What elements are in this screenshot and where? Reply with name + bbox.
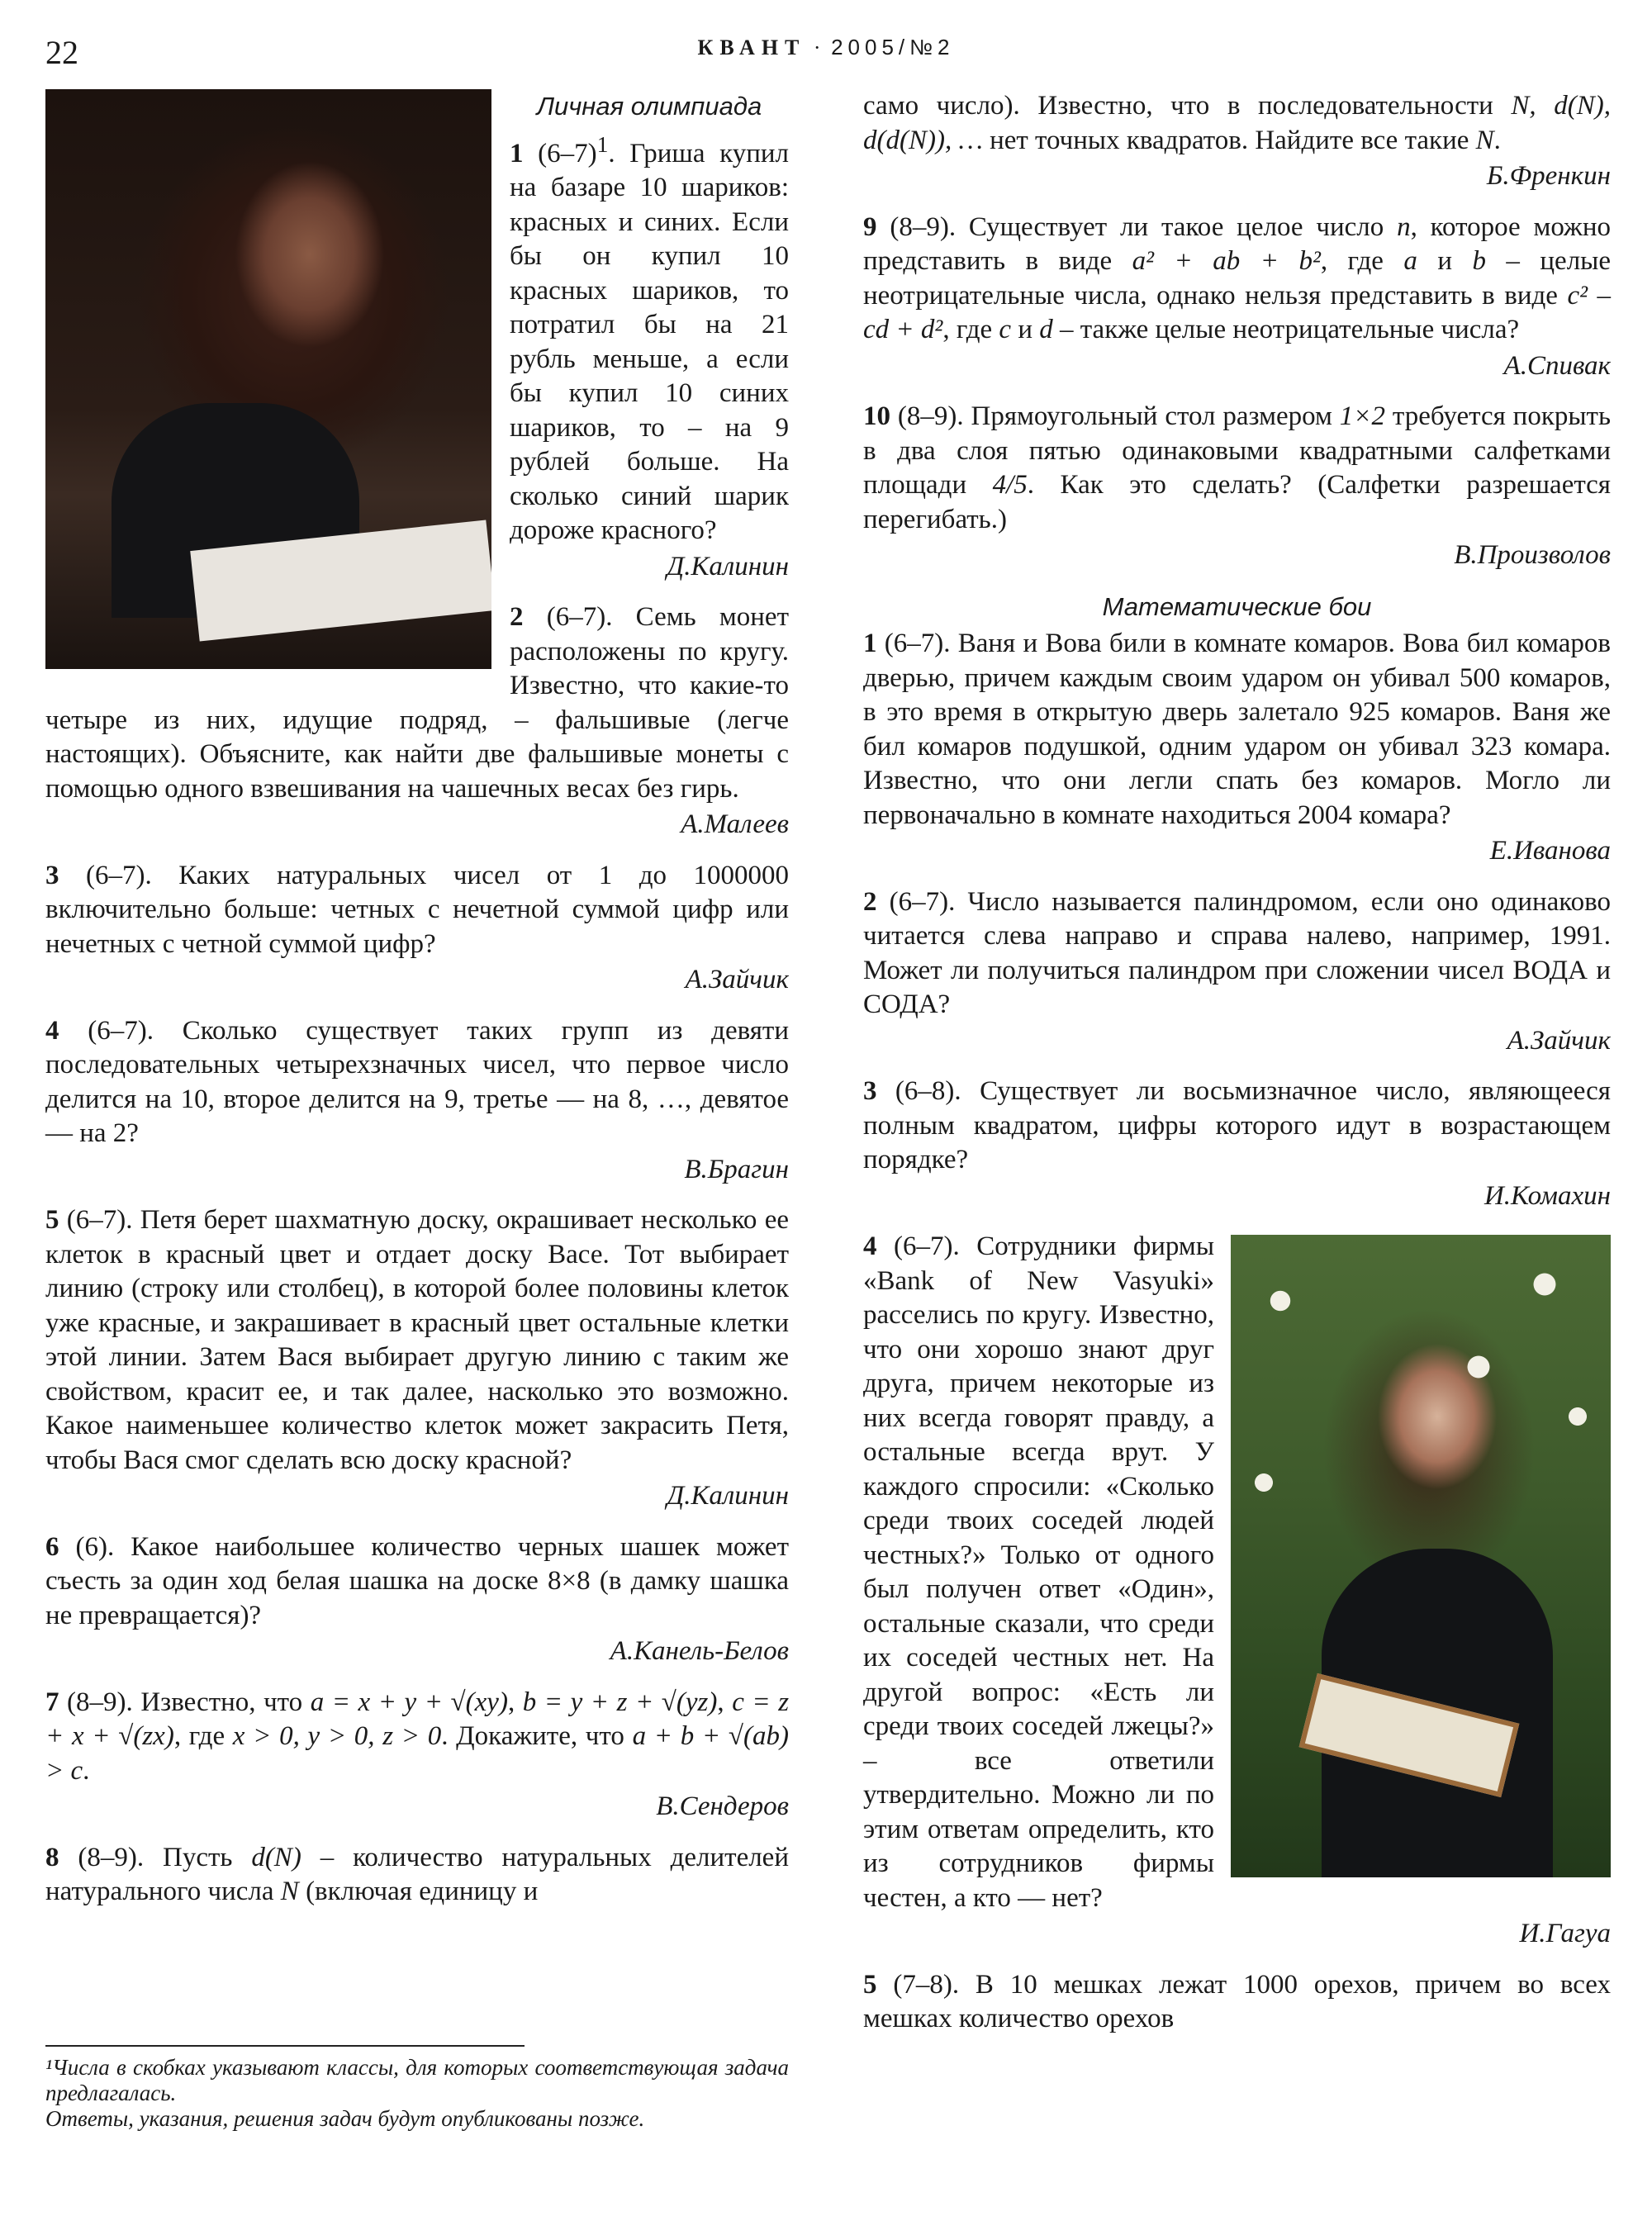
problem-author: И.Гагуа: [1519, 1919, 1611, 1948]
problem-6: [45, 1530, 789, 1634]
problem-number: 7: [45, 1687, 59, 1717]
problem-number: 3: [863, 1076, 877, 1106]
issue-number: 2005/№2: [831, 35, 955, 59]
formula: d: [1039, 315, 1053, 344]
problem-text: – также целые неотрицательные числа?: [1052, 315, 1520, 344]
problem-grade: (6–7): [59, 1015, 147, 1046]
formula: N, d(N), d(d(N)), …: [863, 91, 1611, 155]
problem-text: . Существует ли восьмизначное число, являющееся полным квадратом, цифры которого идут в возрастающем порядке?: [863, 1076, 1611, 1174]
problem-text: – целые неотрицательные числа, однако нельзя представить в виде: [863, 246, 1611, 311]
problem-text: .: [83, 1755, 90, 1786]
problem-text: . Докажите, что: [441, 1721, 633, 1751]
problem-author: А.Зайчик: [1507, 1025, 1611, 1056]
problem-text: (включая единицу и: [298, 1877, 539, 1906]
formula: N: [280, 1877, 299, 1906]
problem-author: А.Малеев: [681, 809, 789, 839]
right-column: [863, 89, 1611, 2037]
problem-grade: (6–7): [876, 1231, 953, 1261]
formula: a² + ab + b²: [1132, 246, 1321, 276]
problem-number: 4: [863, 1231, 877, 1261]
formula: n: [1397, 211, 1411, 242]
photo-girl-reading: [1231, 1235, 1611, 1877]
battle-problem-2: [863, 885, 1611, 1023]
problem-grade: (8–9): [59, 1842, 137, 1872]
battle-problem-1: [863, 627, 1611, 833]
problem-text: ,: [507, 1687, 523, 1717]
header-separator: ·: [813, 36, 824, 59]
section-title-olympiad: Личная олимпиада: [536, 92, 762, 121]
formula: b: [1472, 246, 1486, 276]
problem-text: . Прямоугольный стол размером: [957, 401, 1340, 431]
formula: 1×2: [1339, 401, 1386, 431]
footnote-1: ¹Числа в скобках указывают классы, для которых соответствующая задача предлагалась.: [45, 2055, 789, 2105]
formula: c: [999, 315, 1012, 344]
problem-number: 1: [510, 138, 524, 168]
formula: c² – cd + d²: [863, 280, 1611, 344]
formula: d(N): [251, 1842, 301, 1872]
problem-3: [45, 859, 789, 962]
problem-text: само число). Известно, что в последовательности: [863, 91, 1512, 121]
problem-grade: (6–8): [876, 1076, 955, 1106]
formula: a + b + √(ab) > c: [45, 1721, 789, 1786]
problem-text: . Ваня и Вова били в комнате комаров. Вова бил комаров дверью, причем каждым своим ударом он убивал 500 комаров, в это время в открытую дверь залетало 925 комаров. Ваня же бил комаров подушкой, одним ударом он убивал 323 комара. Известно, что они легли спать без комаров. Могло ли первоначально в комнате находиться 2004 комара?: [863, 629, 1611, 830]
footnote: [45, 2055, 789, 2132]
problem-number: 2: [510, 602, 524, 632]
problem-text: требуется покрыть в два слоя пятью одинаковыми квадратными салфетками площади: [863, 401, 1612, 500]
problem-grade: (6–7): [59, 860, 145, 890]
problem-8: [45, 1841, 789, 1910]
problem-text: нет точных квадратов. Найдите все такие: [982, 125, 1476, 155]
problem-author: А.Канель-Белов: [610, 1636, 789, 1666]
problem-text: – количество натуральных делителей натурального числа: [45, 1842, 789, 1906]
problem-text: . Сотрудники фирмы «Bank of New Vasyuki» расселись по кругу. Известно, что они хорошо знают друг друга, причем некоторые из них всегда говорят правду, а остальные всегда врут. У каждого спросили: «Сколько среди твоих соседей людей честных?» Только от одного был получен ответ «Один», остальные сказали, что среди их соседей честных нет. На другой вопрос: «Есть ли среди твоих соседей лжецы?» – все ответили утвердительно. Можно ли по этим ответам определить, кто из сотрудников фирмы честен, а кто — нет?: [863, 1231, 1214, 1913]
problem-number: 10: [863, 401, 890, 431]
problem-number: 5: [863, 1969, 877, 2000]
problem-text: . Пусть: [136, 1842, 252, 1872]
problem-grade: (8–9): [876, 211, 949, 242]
running-header: [0, 35, 1652, 60]
problem-text: , которое можно представить в виде: [863, 211, 1611, 276]
problem-grade: (6–7): [876, 629, 944, 658]
problem-number: 4: [45, 1015, 59, 1046]
problem-text: ,: [717, 1687, 733, 1717]
problem-5: [45, 1203, 789, 1478]
footnote-2: Ответы, указания, решения задач будут опубликованы позже.: [45, 2106, 645, 2131]
problem-text: . Как это сделать? (Салфетки разрешается перегибать.): [863, 470, 1611, 534]
battle-problem-5: [863, 1968, 1611, 2037]
problem-text: , где: [173, 1721, 233, 1751]
problem-text: , где: [942, 315, 999, 344]
problem-text: .: [1493, 125, 1501, 155]
problem-text: . Число называется палиндромом, если оно одинаково читается слева направо и справа налево, например, 1991. Может ли получиться палиндром при сложении чисел ВОДА и СОДА?: [863, 886, 1611, 1019]
problem-number: 1: [863, 629, 877, 658]
footnote-divider: [45, 2045, 525, 2047]
page-number: 22: [45, 34, 78, 71]
problem-grade: (6–7): [523, 138, 597, 168]
problem-text: и: [1011, 315, 1040, 344]
problem-author: А.Спивак: [1503, 350, 1611, 381]
formula: a: [1403, 246, 1417, 276]
problem-grade: (8–9): [890, 401, 957, 431]
problem-author: Е.Иванова: [1489, 836, 1611, 866]
problem-text: . Петя берет шахматную доску, окрашивает несколько ее клеток в красный цвет и отдает доску Васе. Тот выбирает линию (строку или столбец), в которой более половины клеток уже красные, и закрашивает в красный цвет остальные клетки этой линии. Затем Вася выбирает другую линию с таким же свойством, красит ее, и так далее, насколько это возможно. Какое наименьшее количество клеток может закрасить Петя, чтобы Вася смог сделать всю доску красной?: [45, 1205, 789, 1475]
problem-author: Д.Калинин: [667, 551, 789, 581]
problem-number: 5: [45, 1205, 59, 1235]
problem-text: . Каких натуральных чисел от 1 до 1000000 включительно больше: четных с нечетной суммой цифр или нечетных с четной суммой цифр?: [45, 860, 789, 959]
problem-grade: (6): [59, 1531, 107, 1562]
problem-author: В.Брагин: [684, 1154, 789, 1184]
problem-9: [863, 211, 1611, 348]
problem-text: . Гриша купил на базаре 10 шариков: красных и синих. Если бы он купил 10 красных шариков, то потратил бы на 21 рубль меньше, а если бы купил 10 синих шариков, то – на 9 рублей больше. На сколько синий шарик дороже красного?: [510, 138, 789, 545]
problem-grade: (7–8): [876, 1969, 952, 2000]
problem-grade: (6–7): [523, 602, 606, 632]
problem-grade: (6–7): [59, 1205, 126, 1235]
problem-7: [45, 1686, 789, 1789]
left-column: [45, 89, 789, 1910]
problem-text: . Сколько существует таких групп из девяти последовательных четырехзначных чисел, что первое число делится на 10, второе делится на 9, третье — на 8, …, девятое — на 2?: [45, 1015, 789, 1148]
problem-text: . Семь монет расположены по кругу. Известно, что какие-то четыре из них, идущие подряд, – фальшивые (легче настоящих). Объясните, как найти две фальшивые монеты с помощью одного взвешивания на чашечных весах без гирь.: [45, 602, 789, 804]
problem-number: 9: [863, 211, 877, 242]
problem-author: И.Комахин: [1483, 1180, 1611, 1211]
problem-author: Д.Калинин: [667, 1481, 789, 1511]
problem-author: А.Зайчик: [685, 965, 789, 994]
problem-text: . Какое наибольшее количество черных шашек может съесть за один ход белая шашка на доске 8×8 (в дамку шашка не превращается)?: [45, 1531, 790, 1630]
formula: N: [1475, 125, 1494, 155]
problem-author: Б.Френкин: [1486, 161, 1611, 191]
problem-text: . Существует ли такое целое число: [948, 211, 1398, 242]
problem-10: [863, 400, 1611, 537]
formula: 4/5: [992, 470, 1028, 500]
formula: c = z + x + √(zx): [45, 1687, 790, 1751]
problem-number: 6: [45, 1531, 59, 1562]
problem-text: , где: [1320, 246, 1404, 276]
footnote-marker: 1: [596, 130, 609, 157]
problem-text: . В 10 мешках лежат 1000 орехов, причем во всех мешках количество орехов: [863, 1969, 1612, 2033]
problem-author: В.Сендеров: [656, 1791, 789, 1821]
problem-8-continued: [863, 89, 1611, 158]
formula: a = x + y + √(xy): [310, 1687, 508, 1717]
formula: b = y + z + √(yz): [522, 1687, 718, 1717]
problem-text: . Известно, что: [126, 1687, 311, 1717]
problem-number: 3: [45, 860, 59, 890]
magazine-name: КВАНТ: [697, 36, 806, 59]
problem-4: [45, 1014, 789, 1151]
problem-number: 2: [863, 886, 877, 917]
formula: x > 0, y > 0, z > 0: [232, 1721, 442, 1751]
problem-text: и: [1417, 246, 1473, 276]
problem-grade: (8–9): [59, 1687, 126, 1717]
problem-number: 8: [45, 1842, 59, 1872]
problem-grade: (6–7): [876, 886, 949, 917]
section-title-battles: Математические бои: [1102, 591, 1372, 621]
photo-girl-writing: [45, 89, 491, 669]
problem-author: В.Произволов: [1454, 540, 1611, 570]
battle-problem-3: [863, 1075, 1611, 1178]
